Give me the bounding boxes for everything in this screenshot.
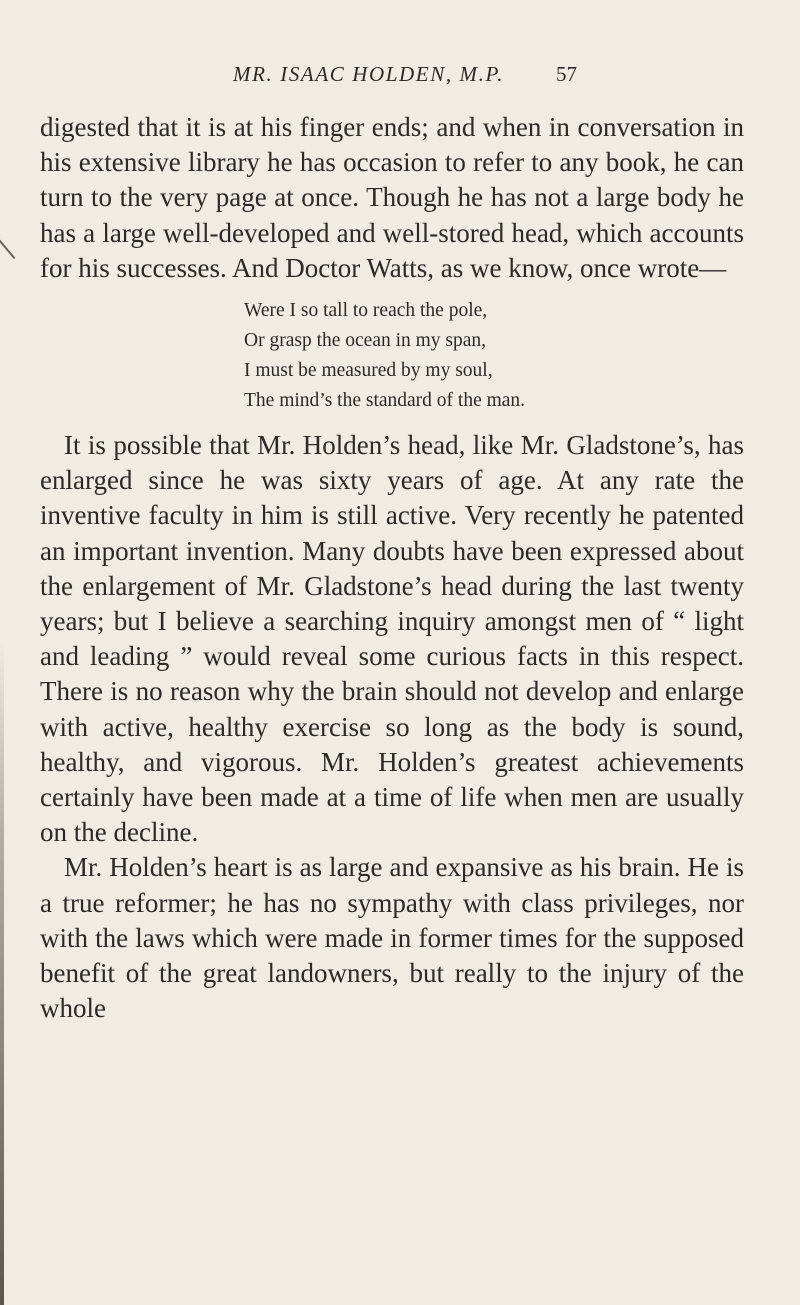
body-text (40, 110, 744, 1026)
paragraph-3: Mr. Holden’s heart is as large and expansive as his brain. He is a true reformer; he has no sympathy with class privileges, nor with the laws which were made in former times for the supposed benefit of the great landowners, but really to the injury of the whole (40, 852, 744, 1024)
page-number: 57 (556, 62, 577, 86)
verse-line-2: Or grasp the ocean in my span, (244, 330, 487, 352)
paragraph-1: digested that it is at his finger ends; and when in conversation in his extensive library he has occasion to refer to any book, he can turn to the very page at once. Though he has not a large body he has a large well-developed and well-stored head, which accounts for his successes. And Doctor Watts, as we know, once wrote— (40, 112, 744, 283)
verse-line-4: The mind’s the standard of the man. (244, 390, 526, 412)
margin-mark (0, 235, 15, 259)
verse-quotation (40, 286, 744, 428)
paragraph-2: It is possible that Mr. Holden’s head, like Mr. Gladstone’s, has enlarged since he was sixty years of age. At any rate the inventive faculty in him is still active. Very recently he patented an important invention. Many doubts have been expressed about the enlargement of Mr. Gladstone’s head during the last twenty years; but I believe a searching inquiry amongst men of “ light and leading ” would reveal some curious facts in this respect. There is no reason why the brain should not develop and enlarge with active, healthy exercise so long as the body is sound, healthy, and vigorous. Mr. Holden’s greatest achievements certainly have been made at a time of life when men are usually on the decline. (40, 430, 744, 848)
page-edge-shadow (0, 640, 4, 1305)
verse-line-3: I must be measured by my soul, (244, 360, 493, 382)
verse-line-1: Were I so tall to reach the pole, (244, 300, 488, 322)
running-head (0, 62, 800, 92)
running-title: MR. ISAAC HOLDEN, M.P. (233, 62, 505, 86)
